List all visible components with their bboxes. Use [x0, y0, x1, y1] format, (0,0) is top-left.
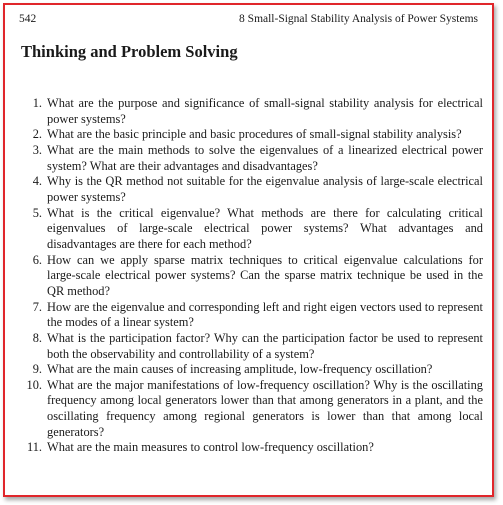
question-item — [5, 253, 483, 300]
question-text: What are the main causes of increasing amplitude, low-frequency oscillation? — [47, 362, 433, 377]
question-item — [5, 206, 483, 253]
question-number: 1. — [32, 96, 42, 110]
question-text: Why is the QR method not suitable for the eigenvalue analysis of large-scale electrical power systems? — [47, 174, 483, 204]
question-text: What is the critical eigenvalue? What methods are there for calculating critical eigenvalues of large-scale electrical power systems? What advantages and disadvantages are there for each method? — [47, 205, 483, 251]
question-number: 4. — [32, 174, 42, 189]
question-number: 2. — [32, 127, 42, 142]
question-text: What are the purpose and significance of small-signal stability analysis for electrical power systems? — [47, 96, 483, 126]
question-number: 10. — [26, 377, 42, 392]
question-item — [5, 378, 483, 441]
question-text: How can we apply sparse matrix techniques to critical eigenvalue calculations for large-scale electrical power systems? Can the sparse matrix technique be used in the QR method? — [47, 252, 483, 298]
question-text: What are the basic principle and basic procedures of small-signal stability analysis? — [47, 127, 462, 142]
question-item — [5, 300, 483, 331]
question-item — [5, 127, 483, 143]
section-title: Thinking and Problem Solving — [21, 42, 238, 61]
question-number: 3. — [32, 142, 42, 157]
question-item — [5, 440, 483, 456]
question-number: 5. — [32, 205, 42, 220]
question-text: How are the eigenvalue and corresponding left and right eigen vectors used to represent the modes of a linear system? — [47, 299, 483, 330]
question-item — [5, 143, 483, 174]
question-item — [5, 362, 483, 378]
question-text: What are the main measures to control low-frequency oscillation? — [47, 440, 374, 455]
question-item — [5, 331, 483, 362]
question-number: 7. — [32, 299, 42, 314]
question-item — [5, 96, 483, 127]
question-item — [5, 174, 483, 205]
running-head: 8 Small-Signal Stability Analysis of Power Systems — [239, 13, 478, 25]
question-text: What are the major manifestations of low-frequency oscillation? Why is the oscillating frequency among local generators lower than that among generators in a plant, and the oscillating frequency among regional generators is lower than that among local generators? — [47, 377, 483, 439]
question-number: 9. — [32, 362, 42, 377]
question-number: 8. — [32, 330, 42, 345]
question-number: 11. — [26, 440, 42, 455]
question-text: What are the main methods to solve the eigenvalues of a linearized electrical power system? What are their advantages and disadvantages? — [47, 142, 483, 173]
question-text: What is the participation factor? Why can the participation factor be used to represent both the observability and controllability of a system? — [47, 330, 483, 361]
question-list — [5, 96, 483, 456]
page-number: 542 — [19, 13, 37, 25]
question-number: 6. — [32, 252, 42, 267]
page-frame — [3, 3, 494, 497]
